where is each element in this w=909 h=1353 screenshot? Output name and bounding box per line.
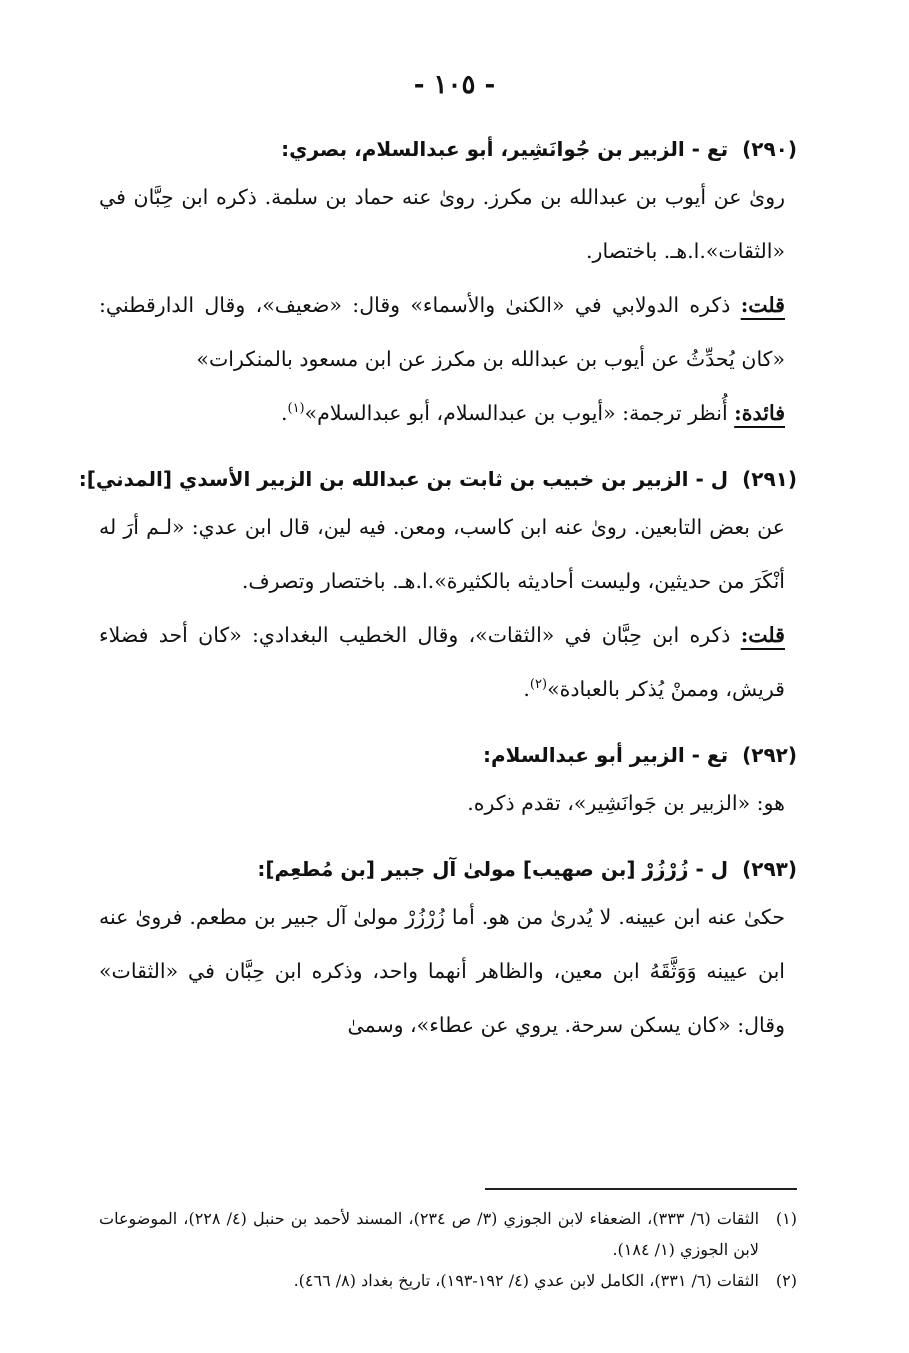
page-content (78, 128, 797, 1070)
entry-heading (99, 734, 797, 776)
note-text: ذكره ابن حِبَّان في «الثقات»، وقال الخطيب البغدادي: «كان أحد فضلاء قريش، وممنْ يُذكر بالعبادة» (99, 623, 785, 701)
footnote-text: الثقات (٦/ ٣٣١)، الكامل لابن عدي (٤/ ١٩٢-١٩٣)، تاريخ بغداد (٨/ ٤٦٦). (293, 1271, 759, 1290)
entry-heading (78, 458, 797, 500)
entry-paragraph: عن بعض التابعين. روىٰ عنه ابن كاسب، ومعن. فيه لين، قال ابن عدي: «لـم أرَ له أنْكَرَ من حديثين، وليست أحاديثه بالكثيرة».ا.هـ. باختصار وتصرف. (99, 515, 785, 593)
entry-note-paragraph (99, 608, 785, 716)
footnote-number: (١) (775, 1209, 797, 1228)
entry-note-paragraph (99, 278, 785, 386)
note-label: قلت: (740, 623, 785, 647)
entry-number: (٢٩٢) (742, 743, 797, 767)
entry-290 (99, 128, 797, 440)
footnote-separator (485, 1188, 797, 1190)
note-label: قلت: (740, 293, 785, 317)
page-number: - ١٠٥ - (413, 70, 496, 100)
benefit-label: فائدة: (734, 401, 785, 425)
footnote-ref: (٢) (529, 677, 548, 693)
entry-number: (٢٩١) (742, 467, 797, 491)
entry-number: (٢٩٣) (742, 857, 797, 881)
entry-293 (99, 848, 797, 1052)
footnote-item (99, 1203, 797, 1265)
sentence-end: . (280, 401, 288, 425)
footnote-item (99, 1265, 797, 1296)
entry-292 (99, 734, 797, 830)
note-text: ذكره الدولابي في «الكنىٰ والأسماء» وقال: «ضعيف»، وقال الدارقطني: «كان يُحدِّثُ عن أيوب بن عبدالله بن مكرز عن ابن مسعود بالمنكرات» (99, 293, 785, 371)
entry-title: تع - الزبير أبو عبدالسلام: (483, 743, 729, 767)
footnote-ref: (١) (287, 401, 305, 417)
entry-title: ل - زُرْزُرْ [بن صهيب] مولىٰ آل جبير [بن مُطعِم]: (257, 857, 729, 881)
benefit-text: أُنظر ترجمة: «أيوب بن عبدالسلام، أبو عبدالسلام» (304, 401, 735, 425)
entry-heading (99, 128, 797, 170)
footnote-text: الثقات (٦/ ٣٣٣)، الضعفاء لابن الجوزي (٣/ ص ٢٣٤)، المسند لأحمد بن حنبل (٤/ ٢٢٨)، الموضوعات لابن الجوزي (١/ ١٨٤). (99, 1209, 760, 1259)
entry-title: تع - الزبير بن جُوانَشِير، أبو عبدالسلام، بصري: (281, 137, 729, 161)
entry-paragraph: حكىٰ عنه ابن عيينه. لا يُدرىٰ من هو. أما زُرْزُرْ مولىٰ آل جبير بن مطعم. فروىٰ عنه ابن عيينه وَوَثَّقَهُ ابن معين، والظاهر أنهما واحد، وذكره ابن حِبَّان في «الثقات» وقال: «كان يسكن سرحة. يروي عن عطاء»، وسمىٰ (99, 905, 785, 1037)
entry-benefit-paragraph (99, 386, 785, 440)
footnotes (99, 1203, 797, 1296)
sentence-end: . (523, 677, 530, 701)
entry-number: (٢٩٠) (742, 137, 797, 161)
entry-paragraph: هو: «الزبير بن جَوانَشِير»، تقدم ذكره. (467, 791, 785, 815)
entry-title: ل - الزبير بن خبيب بن ثابت بن عبدالله بن الزبير الأسدي [المدني]: (78, 467, 729, 491)
entry-heading (99, 848, 797, 890)
entry-291 (78, 458, 797, 716)
footnote-number: (٢) (775, 1271, 797, 1290)
entry-paragraph: روىٰ عن أيوب بن عبدالله بن مكرز. روىٰ عنه حماد بن سلمة. ذكره ابن حِبَّان في «الثقات».ا.هـ. باختصار. (99, 185, 785, 263)
